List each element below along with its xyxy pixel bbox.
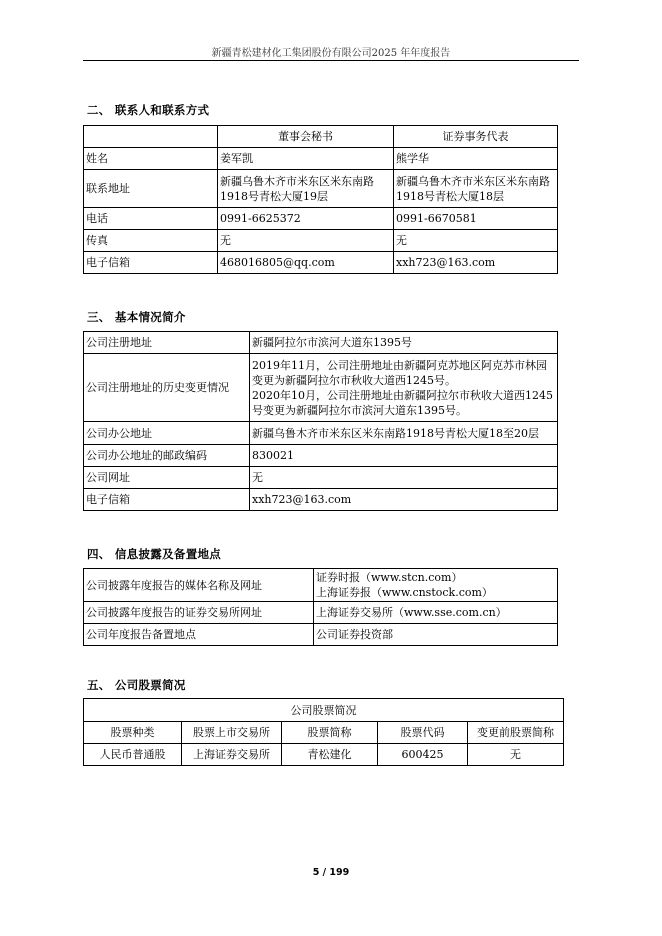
table-row: [84, 208, 558, 230]
cell-value: 468016805@qq.com: [218, 252, 394, 274]
table-row: [84, 422, 558, 445]
table-row: [84, 252, 558, 274]
table-row: [84, 722, 564, 744]
page-number: 5 / 199: [312, 867, 350, 878]
cell-value: 公司证券投资部: [314, 624, 558, 646]
cell-value: 新疆阿拉尔市滨河大道东1395号: [250, 332, 558, 354]
row-label: 公司办公地址的邮政编码: [84, 445, 250, 467]
col-header: 股票上市交易所: [182, 722, 282, 744]
cell-value: 0991-6625372: [218, 208, 394, 230]
col-header: 董事会秘书: [218, 126, 394, 148]
row-label: 电子信箱: [84, 252, 218, 274]
cell-value: 830021: [250, 445, 558, 467]
cell-value: 姜军凯: [218, 148, 394, 170]
row-label: 公司办公地址: [84, 422, 250, 445]
empty-cell: [84, 126, 218, 148]
table-row: [84, 467, 558, 489]
table-row: [84, 489, 558, 511]
row-label: 公司注册地址: [84, 332, 250, 354]
media-line-2: 上海证券报（www.cnstock.com）: [316, 586, 493, 599]
col-header: 变更前股票简称: [468, 722, 564, 744]
table-row: [84, 569, 558, 602]
contact-table: [83, 125, 558, 274]
row-label: 公司披露年度报告的证券交易所网址: [84, 602, 314, 624]
cell-value: 无: [250, 467, 558, 489]
history-line-1: 2019年11月，公司注册地址由新疆阿克苏地区阿克苏市林园变更为新疆阿拉尔市秋收大道西1245号。: [252, 358, 547, 387]
cell-value: 600425: [378, 744, 468, 766]
header-rule: [83, 60, 579, 61]
cell-value: 无: [394, 230, 558, 252]
table-row: [84, 148, 558, 170]
section3-title: 三、 基本情况简介: [87, 310, 186, 324]
row-label: 公司注册地址的历史变更情况: [84, 354, 250, 422]
cell-value: 无: [218, 230, 394, 252]
row-label: 姓名: [84, 148, 218, 170]
col-header: 证券事务代表: [394, 126, 558, 148]
row-label: 公司披露年度报告的媒体名称及网址: [84, 569, 314, 602]
cell-value: 熊学华: [394, 148, 558, 170]
cell-value: 新疆乌鲁木齐市米东区米东南路1918号青松大厦18层: [394, 170, 558, 208]
cell-value: 无: [468, 744, 564, 766]
table-row: [84, 602, 558, 624]
table-row: [84, 230, 558, 252]
table-row: [84, 170, 558, 208]
document-header: 新疆青松建材化工集团股份有限公司2025 年年度报告: [211, 48, 451, 59]
col-header: 股票种类: [84, 722, 182, 744]
col-header: 股票简称: [282, 722, 378, 744]
table-row: [84, 445, 558, 467]
cell-value: 青松建化: [282, 744, 378, 766]
cell-value: [314, 569, 558, 602]
cell-value: 新疆乌鲁木齐市米东区米东南路1918号青松大厦18至20层: [250, 422, 558, 445]
stock-table: [83, 698, 564, 766]
row-label: 公司网址: [84, 467, 250, 489]
section4-title: 四、 信息披露及备置地点: [87, 547, 222, 561]
disclosure-table: [83, 568, 558, 646]
cell-value: 上海证券交易所: [182, 744, 282, 766]
table-row: [84, 354, 558, 422]
table-row: [84, 744, 564, 766]
table-row: [84, 332, 558, 354]
cell-value: 0991-6670581: [394, 208, 558, 230]
section2-title: 二、 联系人和联系方式: [87, 103, 210, 117]
cell-value: 人民币普通股: [84, 744, 182, 766]
row-label: 公司年度报告备置地点: [84, 624, 314, 646]
basic-info-table: [83, 331, 558, 511]
col-header: 股票代码: [378, 722, 468, 744]
cell-value: 新疆乌鲁木齐市米东区米东南路1918号青松大厦19层: [218, 170, 394, 208]
row-label: 联系地址: [84, 170, 218, 208]
table-row: [84, 624, 558, 646]
history-line-2: 2020年10月，公司注册地址由新疆阿拉尔市秋收大道西1245号变更为新疆阿拉尔市滨河大道东1395号。: [252, 388, 553, 417]
table-row: [84, 126, 558, 148]
cell-value: xxh723@163.com: [394, 252, 558, 274]
media-line-1: 证券时报（www.stcn.com）: [316, 571, 463, 584]
table-title: 公司股票简况: [84, 699, 564, 722]
row-label: 电话: [84, 208, 218, 230]
row-label: 传真: [84, 230, 218, 252]
cell-value: [250, 354, 558, 422]
section5-title: 五、 公司股票简况: [87, 678, 186, 692]
table-row: [84, 699, 564, 722]
cell-value: xxh723@163.com: [250, 489, 558, 511]
cell-value: 上海证券交易所（www.sse.com.cn）: [314, 602, 558, 624]
row-label: 电子信箱: [84, 489, 250, 511]
